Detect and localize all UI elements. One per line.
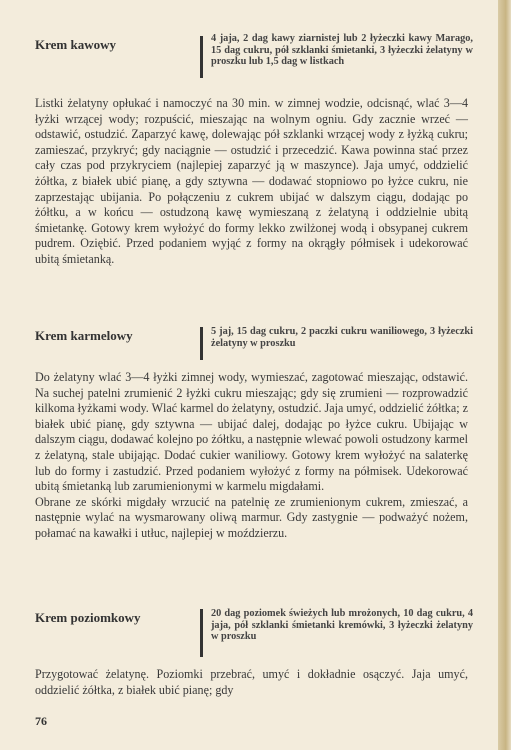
ingredients-list: 20 dag poziomek świeżych lub mrożonych, 10 dag cukru, 4 jaja, pół szklanki śmietanki kremówki, 3 łyżeczki żelatyny w proszku xyxy=(211,608,473,643)
divider-bar xyxy=(200,609,203,657)
recipe-title: Krem kawowy xyxy=(35,37,117,52)
ingredients-list: 5 jaj, 15 dag cukru, 2 paczki cukru waniliowego, 3 łyżeczki żelatyny w proszku xyxy=(211,326,473,349)
divider-bar xyxy=(200,36,203,78)
page-edge xyxy=(498,0,511,750)
ingredients-list: 4 jaja, 2 dag kawy ziarnistej lub 2 łyżeczki kawy Marago, 15 dag cukru, pół szklanki śmietanki, 3 łyżeczki żelatyny w proszku lub 1,5 dag w listkach xyxy=(211,33,473,68)
recipe-instructions xyxy=(35,370,468,542)
recipe-title: Krem poziomkowy xyxy=(35,610,141,625)
paragraph: Do żelatyny wlać 3—4 łyżki zimnej wody, wymieszać, zagotować mieszając, odstawić. Na suchej patelni zrumienić 2 łyżki cukru mieszając; gdy się zrumieni — rozprowadzić kilkoma łyżkami wody. Wlać karmel do żelatyny, ostudzić. Jaja umyć, oddzielić żółtka; z białek ubić pianę, gdy sztywna — ubijać dalej, dodając po łyżce cukru. Ubijając w dalszym ciągu, dodawać kolejno po żółtku, a następnie wlewać powoli ostudzony karmel z żelatyną, stale ubijając. Dodać cukier waniliowy. Gotowy krem wyłożyć na salaterkę lub do formy i zastudzić. Przed podaniem wyłożyć z formy na półmisek. Udekorować ubitą śmietanką lub zarumienionymi w karmelu migdałami. xyxy=(35,370,468,494)
recipe-title: Krem karmelowy xyxy=(35,328,133,343)
paragraph: Obrane ze skórki migdały wrzucić na patelnię ze zrumienionym cukrem, zmieszać, a następnie wylać na wysmarowany oliwą marmur. Gdy zastygnie — podważyć nożem, połamać na kawałki i utłuc, najlepiej w moździerzu. xyxy=(35,494,468,540)
page-number: 76 xyxy=(35,714,47,728)
paragraph: Przygotować żelatynę. Poziomki przebrać, umyć i dokładnie osączyć. Jaja umyć, oddzielić żółtka, z białek ubić pianę; gdy xyxy=(35,667,468,697)
recipe-instructions xyxy=(35,667,468,698)
divider-bar xyxy=(200,327,203,360)
recipe-instructions xyxy=(35,96,468,268)
paragraph: Listki żelatyny opłukać i namoczyć na 30 min. w zimnej wodzie, odcisnąć, wlać 3—4 łyżki wrzącej wody; rozpuścić, mieszając na wolnym ogniu. Gdy zacznie wrzeć — odstawić, ostudzić. Zaparzyć kawę, dolewając pół szklanki wrzącej wody z łyżką cukru; zamieszać, przykryć; gdy naciągnie — ostudzić i przecedzić. Kawa powinna stać przez cały czas pod przykryciem (najlepiej zaparzyć ją w maszynce). Jaja umyć, oddzielić żółtka, z białek ubić pianę, a gdy sztywna — dodawać stopniowo po łyżce cukru, nie zaprzestając ubijania. Po połączeniu z cukrem ubijać w dalszym ciągu, dodając po żółtku, a w końcu — ostudzoną kawę wymieszaną z żelatyną i oddzielnie ubitą śmietankę. Gotowy krem wyłożyć do formy lekko zwilżonej wodą i obsypanej cukrem pudrem. Oziębić. Przed podaniem wyjąć z formy na okrągły półmisek i udekorować ubitą śmietanką. xyxy=(35,96,468,266)
